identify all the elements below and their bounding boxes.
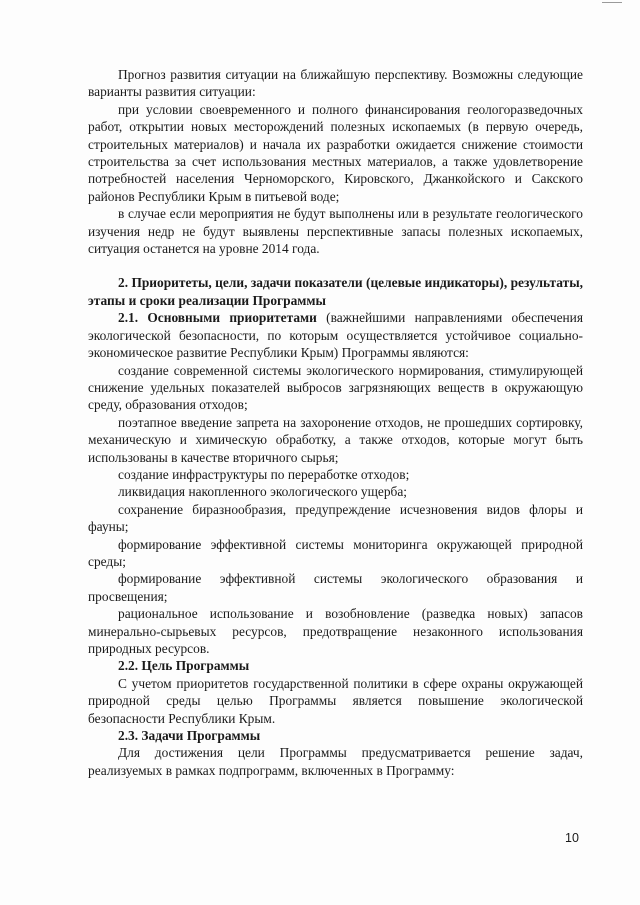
priority-item: создание инфраструктуры по переработке отходов; [118,466,410,482]
section-2-3-text: Для достижения цели Программы предусматривается решение задач, реализуемых в рамках подпрограмм, включенных в Программу: [88,745,583,778]
section-2-1-text: (важнейшими направлениями обеспечения экологической безопасности, по которым осуществляется устойчивое социально-экономическое развитие Республики Крым) Программы являются: [88,310,583,361]
page-number: 10 [565,831,579,845]
section-2-2-heading: 2.2. Цель Программы [118,658,250,674]
paragraph-forecast: Прогноз развития ситуации на ближайшую перспективу. Возможны следующие варианты развития ситуации: [88,67,583,100]
priority-item: поэтапное введение запрета на захоронение отходов, не прошедших сортировку, механическую и химическую обработку, а также отходов, которые могут быть использованы в качестве вторичного сырья; [88,414,583,465]
paragraph-scenario-2: в случае если мероприятия не будут выполнены или в результате геологического изучения недр не будут выявлены перспективные запасы полезных ископаемых, ситуация останется на уровне 2014 года. [88,206,583,257]
paragraph-2-1 [88,309,583,361]
priority-item: создание современной системы экологического нормирования, стимулирующей снижение удельных показателей выбросов загрязняющих веществ в окружающую среду, образования отходов; [88,362,583,413]
section-2-2-text: С учетом приоритетов государственной политики в сфере охраны окружающей природной среды целью Программы является повышение экологической безопасности Республики Крым. [88,675,583,726]
spacer [88,257,583,274]
paragraph-scenario-1: при условии своевременного и полного финансирования геологоразведочных работ, открытии новых месторождений полезных ископаемых (в первую очередь, строительных материалов) и начала их разработки ожидается снижение стоимости строительства за счет использования местных материалов, а также удовлетворение потребностей населения Черноморского, Кировского, Джанкойского и Сакского районов Республики Крым в питьевой воде; [88,101,583,204]
priority-item: рациональное использование и возобновление (разведка новых) запасов минерально-сырьевых ресурсов, предотвращение незаконного использования природных ресурсов. [88,606,583,656]
page-text [88,66,583,779]
priority-item: сохранение биразнообразия, предупреждение исчезновения видов флоры и фауны; [88,501,583,535]
corner-mark [602,2,622,3]
priority-item: формирование эффективной системы мониторинга окружающей природной среды; [88,536,583,569]
section-2-heading: 2. Приоритеты, цели, задачи показатели (целевые индикаторы), результаты, этапы и сроки реализации Программы [88,275,583,308]
section-2-1-term: Основными приоритетами [147,310,317,326]
priority-item: формирование эффективной системы экологического образования и просвещения; [88,571,583,604]
section-2-3-heading: 2.3. Задачи Программы [118,728,261,744]
priority-item: ликвидация накопленного экологического ущерба; [118,484,408,500]
section-2-1-number: 2.1. [118,310,139,326]
